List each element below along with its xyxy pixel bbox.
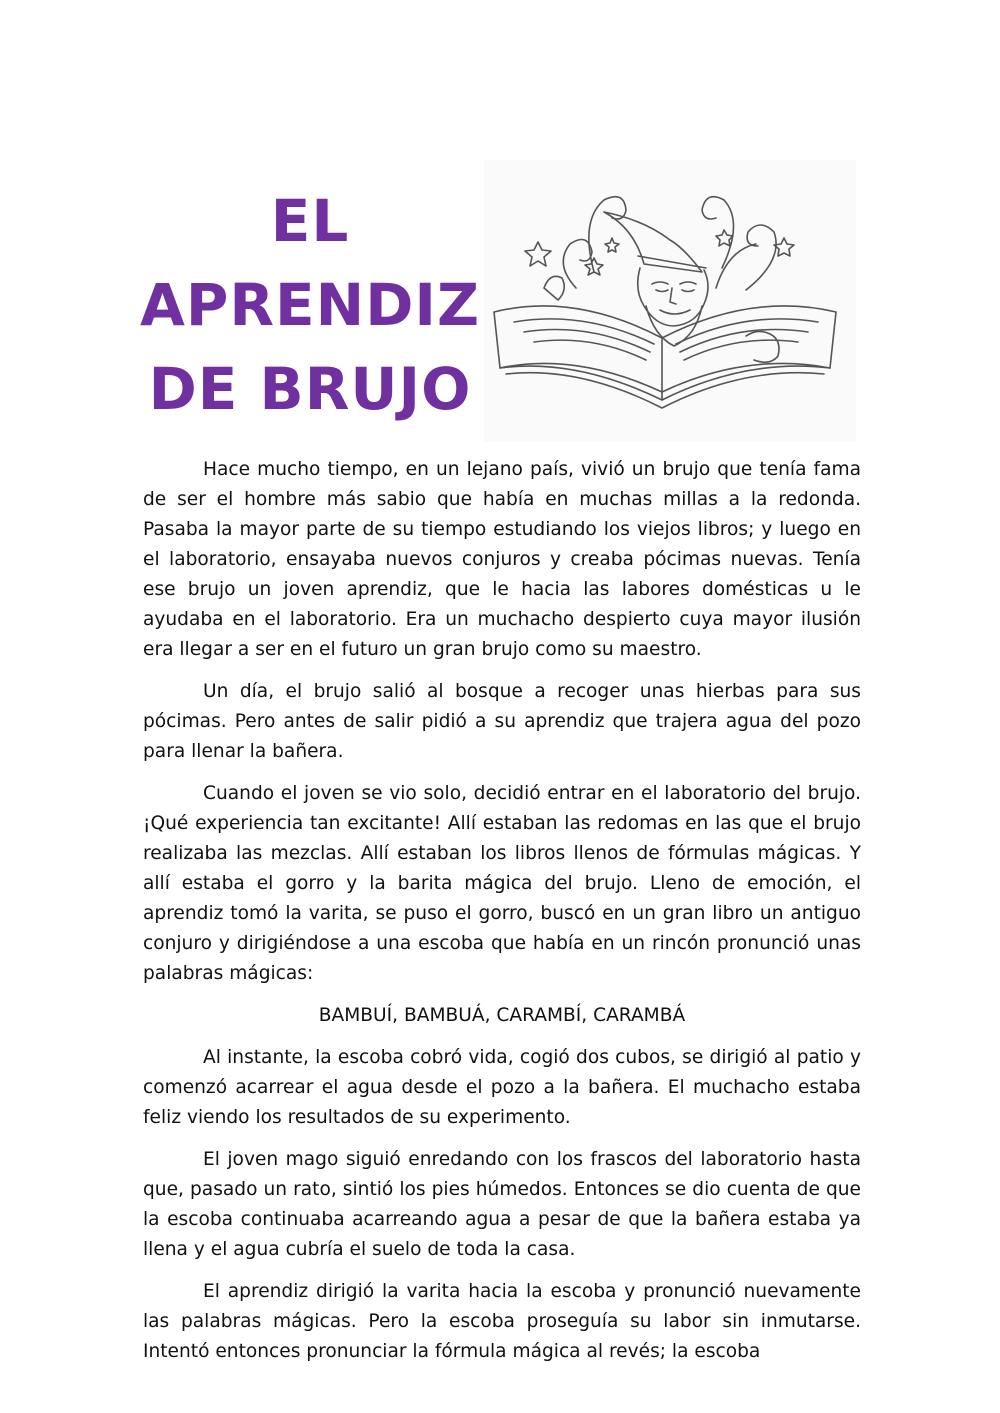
paragraph-5: El joven mago siguió enredando con los frascos del laboratorio hasta que, pasado un rato, sintió los pies húmedos. Entonces se dio cuenta de que la escoba continuaba acarreando agua a pesar de que la bañera estaba ya llena y el agua cubría el suelo de toda la casa.	[143, 1149, 861, 1260]
story-body	[143, 455, 861, 1367]
paragraph-4: Al instante, la escoba cobró vida, cogió dos cubos, se dirigió al patio y comenzó acarrear el agua desde el pozo a la bañera. El muchacho estaba feliz viendo los resultados de su experimento.	[143, 1047, 861, 1128]
wizard-book-icon	[484, 160, 856, 442]
title-line-2: APRENDIZ	[140, 270, 480, 339]
title-line-1: EL	[270, 186, 350, 255]
paragraph-2: Un día, el brujo salió al bosque a recoger unas hierbas para sus pócimas. Pero antes de salir pidió a su aprendiz que trajera agua del pozo para llenar la bañera.	[143, 681, 861, 762]
story-title	[140, 179, 480, 431]
paragraph-3: Cuando el joven se vio solo, decidió entrar en el laboratorio del brujo. ¡Qué experiencia tan excitante! Allí estaban las redomas en las que el brujo realizaba las mezclas. Allí estaban los libros llenos de fórmulas mágicas. Y allí estaba el gorro y la barita mágica del brujo. Lleno de emoción, el aprendiz tomó la varita, se puso el gorro, buscó en un gran libro un antiguo conjuro y dirigiéndose a una escoba que había en un rincón pronunció unas palabras mágicas:	[143, 783, 861, 984]
paragraph-6: El aprendiz dirigió la varita hacia la escoba y pronunció nuevamente las palabras mágicas. Pero la escoba proseguía su labor sin inmutarse. Intentó entonces pronunciar la fórmula mágica al revés; la escoba	[143, 1281, 861, 1362]
paragraph-1: Hace mucho tiempo, en un lejano país, vivió un brujo que tenía fama de ser el hombre más sabio que había en muchas millas a la redonda. Pasaba la mayor parte de su tiempo estudiando los viejos libros; y luego en el laboratorio, ensayaba nuevos conjuros y creaba pócimas nuevas. Tenía ese brujo un joven aprendiz, que le hacia las labores domésticas u le ayudaba en el laboratorio. Era un muchacho despierto cuya mayor ilusión era llegar a ser en el futuro un gran brujo como su maestro.	[143, 459, 861, 660]
title-line-3: DE BRUJO	[148, 354, 472, 423]
magic-spell-line: BAMBUÍ, BAMBUÁ, CARAMBÍ, CARAMBÁ	[318, 1005, 686, 1026]
